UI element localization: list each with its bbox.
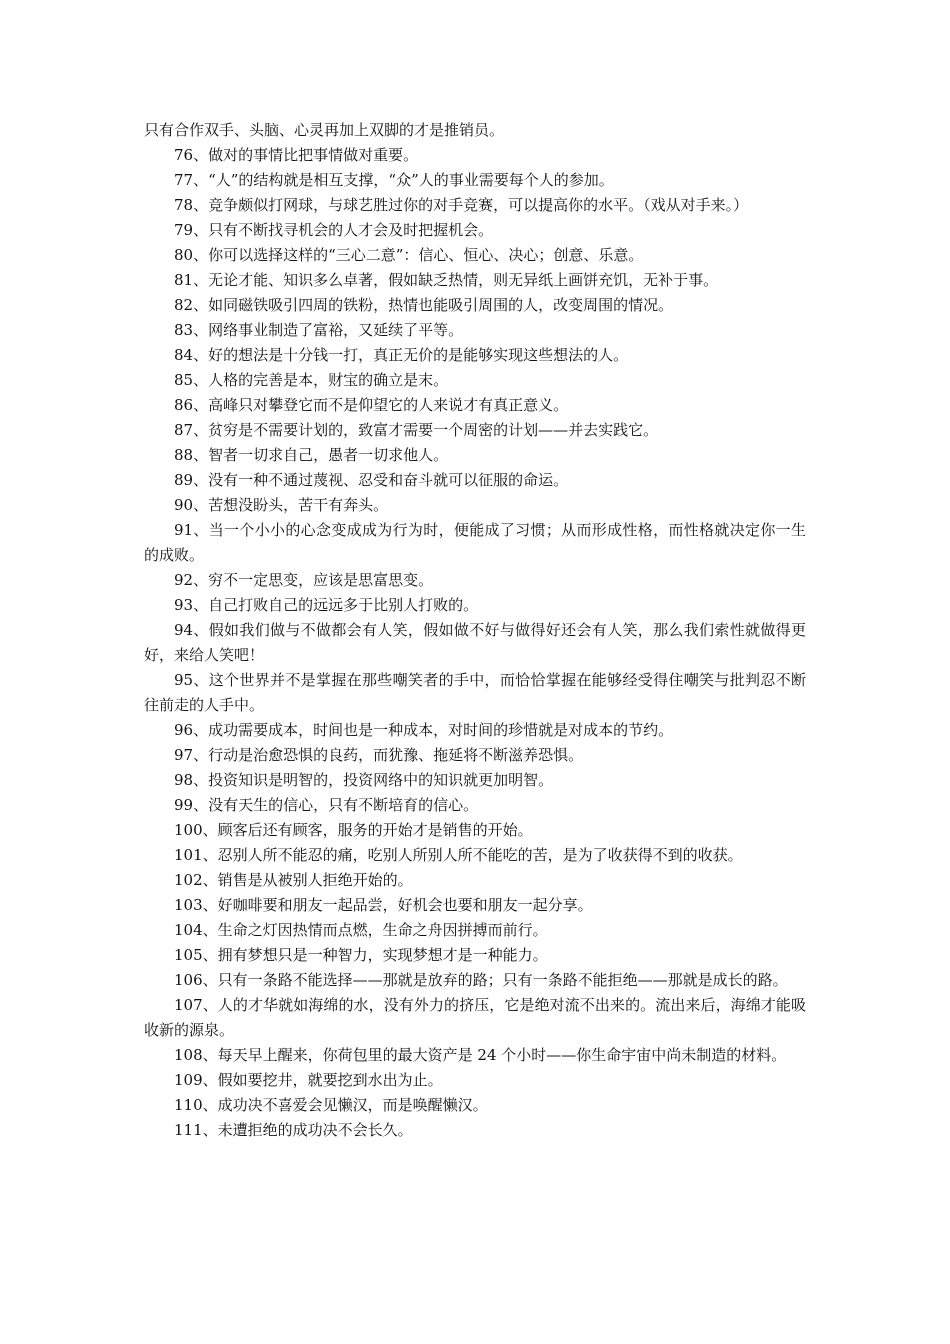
quote-86: 86、高峰只对攀登它而不是仰望它的人来说才有真正意义。 [174, 396, 569, 414]
paragraph-continuation: 只有合作双手、头脑、心灵再加上双脚的才是推销员。 [144, 121, 505, 139]
quote-108: 108、每天早上醒来，你荷包里的最大资产是 24 个小时——你生命宇宙中尚未制造的材料。 [174, 1046, 787, 1064]
quote-109: 109、假如要挖井，就要挖到水出为止。 [174, 1071, 443, 1089]
quote-101: 101、忍别人所不能忍的痛，吃别人所别人所不能吃的苦，是为了收获得不到的收获。 [174, 846, 743, 864]
quote-91: 91、当一个小小的心念变成成为行为时，便能成了习惯；从而形成性格，而性格就决定你一生的成败。 [144, 521, 806, 564]
quote-110: 110、成功决不喜爱会见懒汉，而是唤醒懒汉。 [174, 1096, 488, 1114]
quote-93: 93、自己打败自己的远远多于比别人打败的。 [174, 596, 479, 614]
quote-99: 99、没有天生的信心，只有不断培育的信心。 [174, 796, 479, 814]
quote-87: 87、贫穷是不需要计划的，致富才需要一个周密的计划——并去实践它。 [174, 421, 659, 439]
quote-94: 94、假如我们做与不做都会有人笑，假如做不好与做得好还会有人笑，那么我们索性就做得更好，来给人笑吧！ [144, 621, 806, 664]
quote-95: 95、这个世界并不是掌握在那些嘲笑者的手中，而恰恰掌握在能够经受得住嘲笑与批判忍不断往前走的人手中。 [144, 671, 806, 714]
quote-85: 85、人格的完善是本，财宝的确立是末。 [174, 371, 449, 389]
quote-80: 80、你可以选择这样的“三心二意”：信心、恒心、决心；创意、乐意。 [174, 246, 644, 264]
quote-92: 92、穷不一定思变，应该是思富思变。 [174, 571, 434, 589]
quote-96: 96、成功需要成本，时间也是一种成本，对时间的珍惜就是对成本的节约。 [174, 721, 674, 739]
quote-83: 83、网络事业制造了富裕，又延续了平等。 [174, 321, 464, 339]
quote-103: 103、好咖啡要和朋友一起品尝，好机会也要和朋友一起分享。 [174, 896, 593, 914]
document-body [144, 118, 806, 1143]
quote-81: 81、无论才能、知识多么卓著，假如缺乏热情，则无异纸上画饼充饥，无补于事。 [174, 271, 719, 289]
quote-88: 88、智者一切求自己，愚者一切求他人。 [174, 446, 449, 464]
quote-98: 98、投资知识是明智的，投资网络中的知识就更加明智。 [174, 771, 554, 789]
quote-79: 79、只有不断找寻机会的人才会及时把握机会。 [174, 221, 494, 239]
quote-76: 76、做对的事情比把事情做对重要。 [174, 146, 419, 164]
quote-106: 106、只有一条路不能选择——那就是放弃的路；只有一条路不能拒绝——那就是成长的路。 [174, 971, 788, 989]
quote-90: 90、苦想没盼头，苦干有奔头。 [174, 496, 389, 514]
quote-111: 111、未遭拒绝的成功决不会长久。 [174, 1121, 413, 1139]
quote-102: 102、销售是从被别人拒绝开始的。 [174, 871, 413, 889]
quote-105: 105、拥有梦想只是一种智力，实现梦想才是一种能力。 [174, 946, 548, 964]
quote-100: 100、顾客后还有顾客，服务的开始才是销售的开始。 [174, 821, 533, 839]
quote-97: 97、行动是治愈恐惧的良药，而犹豫、拖延将不断滋养恐惧。 [174, 746, 584, 764]
quote-78: 78、竞争颇似打网球，与球艺胜过你的对手竞赛，可以提高你的水平。（戏从对手来。） [174, 196, 749, 214]
quote-107: 107、人的才华就如海绵的水，没有外力的挤压，它是绝对流不出来的。流出来后，海绵才能吸收新的源泉。 [144, 996, 806, 1039]
quote-89: 89、没有一种不通过蔑视、忍受和奋斗就可以征服的命运。 [174, 471, 569, 489]
quote-104: 104、生命之灯因热情而点燃，生命之舟因拼搏而前行。 [174, 921, 548, 939]
quote-82: 82、如同磁铁吸引四周的铁粉，热情也能吸引周围的人，改变周围的情况。 [174, 296, 674, 314]
quote-77: 77、“人”的结构就是相互支撑，“众”人的事业需要每个人的参加。 [174, 171, 614, 189]
quote-84: 84、好的想法是十分钱一打，真正无价的是能够实现这些想法的人。 [174, 346, 629, 364]
